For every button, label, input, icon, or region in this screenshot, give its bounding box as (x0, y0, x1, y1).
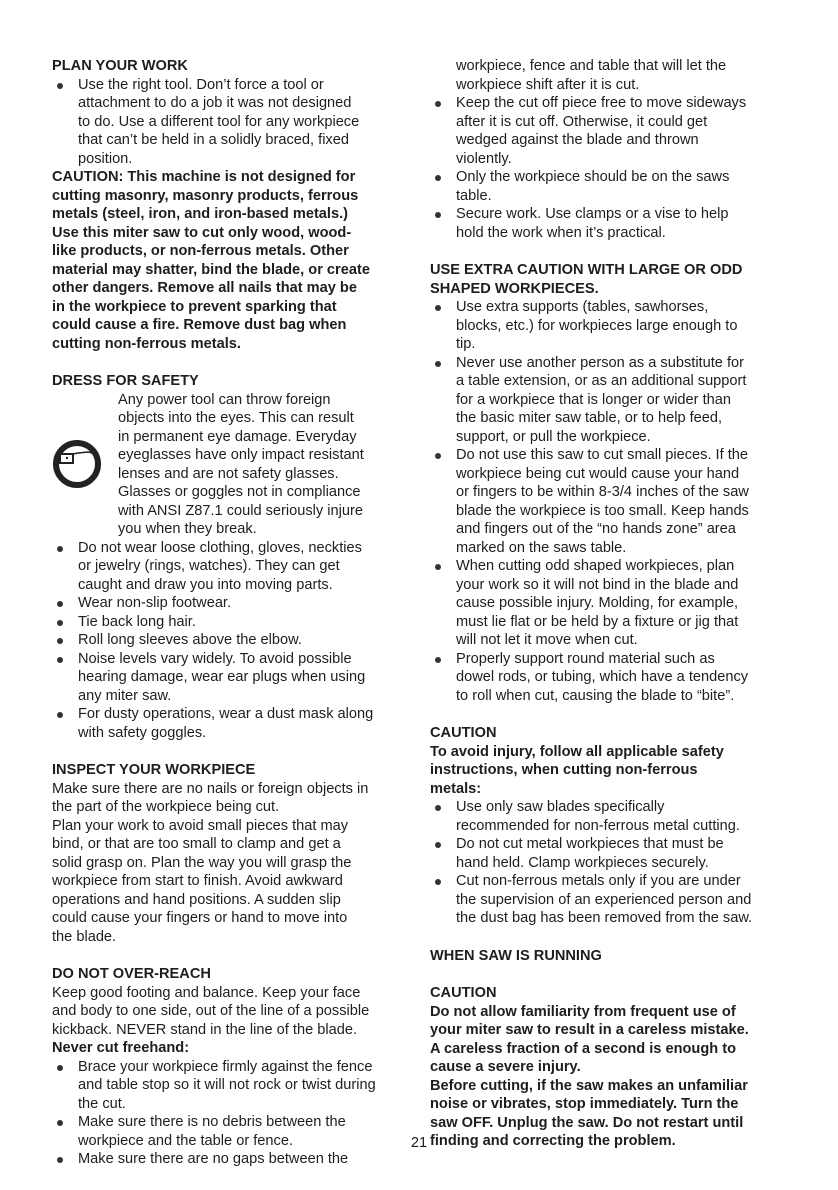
bullet-item: Cut non-ferrous metals only if you are under the supervision of an experienced person and the dust bag has been removed from the saw. (430, 872, 802, 928)
section-heading: CAUTION (430, 985, 497, 1001)
paragraph: Keep good footing and balance. Keep your face and body to one side, out of the line of a possible kickback. NEVER stand in the line of the blade. (52, 984, 370, 1038)
bold-caution-text: CAUTION: This machine is not designed for cutting masonry, masonry products, ferrous metals (steel, iron, and iron-based metals.) Use this miter saw to cut only wood, wood- like products, or non-ferrous metals. Other material may shatter, bind the blade, or create other dangers. Remove all nails that may be in the workpiece to prevent sparking that could cause a fire. Remove dust bag when cutting non-ferrous metals. (52, 169, 370, 352)
section-heading: CAUTION (430, 725, 497, 741)
left-column (52, 57, 424, 1169)
bullet-item: Properly support round material such as dowel rods, or tubing, which have a tendency to roll when cut, causing the blade to “bite”. (430, 650, 802, 706)
bullet-item: Make sure there is no debris between the workpiece and the table or fence. (52, 1113, 424, 1150)
paragraph-with-icon (52, 391, 424, 539)
bullet-item: Roll long sleeves above the elbow. (52, 631, 424, 650)
bullet-item: For dusty operations, wear a dust mask along with safety goggles. (52, 705, 424, 742)
bold-caution-text: Never cut freehand: (52, 1040, 190, 1056)
section-heading: WHEN SAW IS RUNNING (430, 947, 602, 964)
bullet-item: Wear non-slip footwear. (52, 594, 424, 613)
bullet-item: Use only saw blades specifically recommended for non-ferrous metal cutting. (430, 798, 802, 835)
bullet-item: Tie back long hair. (52, 613, 424, 632)
paragraph: Plan your work to avoid small pieces that may bind, or that are too small to clamp and get a solid grasp on. Plan the way you will grasp the workpiece from start to finish. Avoid awkward operations and hand positions. A sudden slip could cause your fingers or hand to move into the blade. (52, 817, 352, 945)
right-column (430, 57, 802, 1151)
section-heading: USE EXTRA CAUTION WITH LARGE OR ODD SHAPED WORKPIECES. (430, 262, 743, 297)
page-number: 21 (410, 1135, 428, 1151)
bullet-item: Never use another person as a substitute for a table extension, or as an additional support for a workpiece that is longer or wider than the basic miter saw table, or to help feed, support, or pull the workpiece. (430, 354, 802, 447)
section-heading: DRESS FOR SAFETY (52, 373, 199, 389)
bullet-item: Secure work. Use clamps or a vise to help hold the work when it’s practical. (430, 205, 802, 242)
section-heading: DO NOT OVER-REACH (52, 966, 211, 982)
bold-caution-text: Before cutting, if the saw makes an unfamiliar noise or vibrates, stop immediately. Turn the saw OFF. Unplug the saw. Do not restart until finding and correcting the problem. (430, 1077, 748, 1149)
bold-caution-text: Do not allow familiarity from frequent use of your miter saw to result in a careless mistake. A careless fraction of a second is enough to cause a severe injury. (430, 1003, 749, 1075)
bullet-item: Do not wear loose clothing, gloves, neckties or jewelry (rings, watches). They can get caught and draw you into moving parts. (52, 539, 424, 595)
bullet-item: Only the workpiece should be on the saws table. (430, 168, 802, 205)
section-heading: INSPECT YOUR WORKPIECE (52, 762, 256, 778)
bullet-item: Make sure there are no gaps between the (52, 1150, 424, 1169)
paragraph-text: Any power tool can throw foreign objects into the eyes. This can result in permanent eye damage. Everyday eyeglasses have only impact resistant lenses and are not safety glasses. Glasses or goggles not in compliance with ANSI Z87.1 could seriously injure you when they break. (118, 391, 364, 537)
paragraph: Make sure there are no nails or foreign objects in the part of the workpiece being cut. (52, 780, 369, 815)
bullet-item: Do not use this saw to cut small pieces. If the workpiece being cut would cause your hand or fingers to be within 8-3/4 inches of the saw blade the workpiece is too small. Keep hands and fingers out of the “no hands zone” area marked on the saws table. (430, 446, 802, 557)
bullet-item: Use the right tool. Don’t force a tool or attachment to do a job it was not designed to do. Use a different tool for any workpiece that can’t be held in a solidly braced, fixed position. (52, 76, 424, 169)
section-heading: PLAN YOUR WORK (52, 58, 188, 74)
bullet-item: When cutting odd shaped workpieces, plan your work so it will not bind in the blade and cause possible injury. Molding, for example, must lie flat or be held by a fixture or jig that will not let it move when cut. (430, 557, 802, 650)
safety-glasses-icon (52, 439, 102, 489)
bullet-item: Brace your workpiece firmly against the fence and table stop so it will not rock or twist during the cut. (52, 1058, 424, 1114)
bold-caution-text: To avoid injury, follow all applicable safety instructions, when cutting non-ferrous metals: (430, 743, 724, 797)
bullet-item: Use extra supports (tables, sawhorses, blocks, etc.) for workpieces large enough to tip. (430, 298, 802, 354)
bullet-item: Noise levels vary widely. To avoid possible hearing damage, wear ear plugs when using any miter saw. (52, 650, 424, 706)
bullet-item: Keep the cut off piece free to move sideways after it is cut off. Otherwise, it could get wedged against the blade and thrown violently. (430, 94, 802, 168)
bullet-continuation: workpiece, fence and table that will let the workpiece shift after it is cut. (456, 58, 727, 93)
bullet-item: Do not cut metal workpieces that must be hand held. Clamp workpieces securely. (430, 835, 802, 872)
